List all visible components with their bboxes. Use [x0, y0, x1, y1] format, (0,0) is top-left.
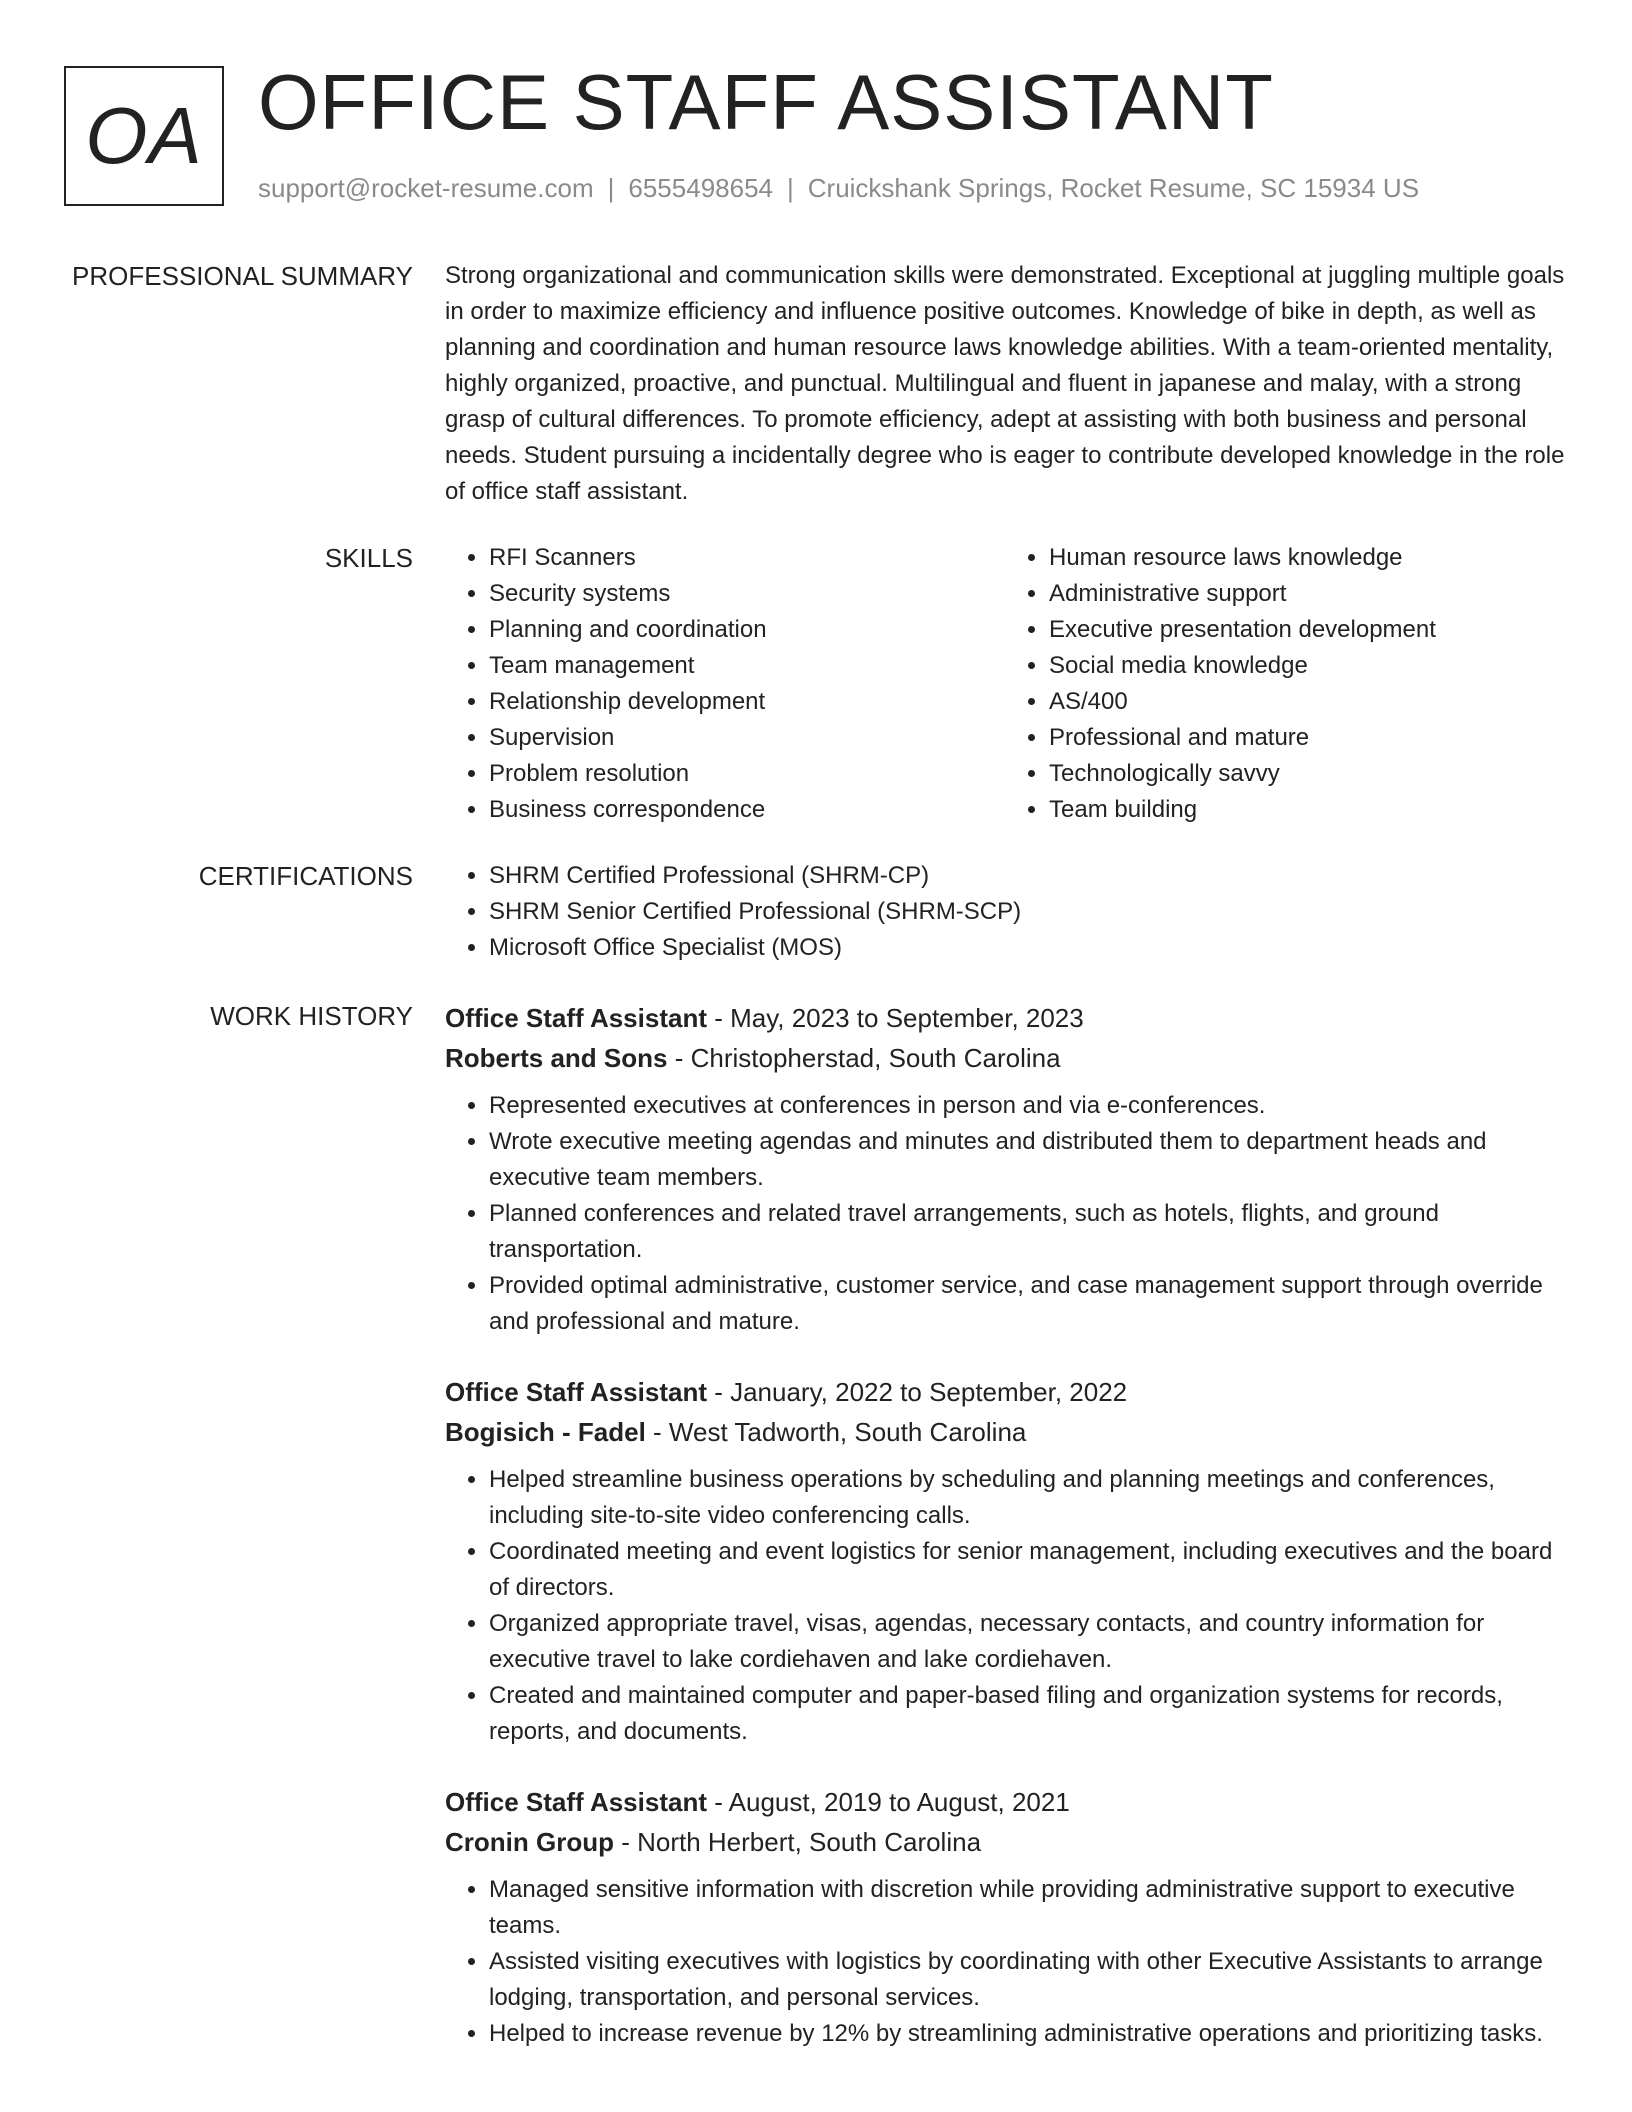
- certification-item: • SHRM Certified Professional (SHRM-CP): [489, 858, 1565, 894]
- job-title: Office Staff Assistant: [445, 1787, 707, 1817]
- work-history-body: [445, 998, 1565, 2084]
- job-duty: • Created and maintained computer and paper-based filing and organization systems for records, reports, and documents.: [489, 1678, 1565, 1750]
- skill-item: • Relationship development: [489, 684, 1005, 720]
- skills-list-left: [445, 540, 1005, 828]
- resume-title: OFFICE STAFF ASSISTANT: [258, 58, 1274, 146]
- job-location: - Christopherstad, South Carolina: [667, 1043, 1061, 1073]
- contact-address: Cruickshank Springs, Rocket Resume, SC 15934 US: [807, 173, 1420, 203]
- job-duties: [445, 1462, 1565, 1750]
- skills-label: SKILLS: [324, 543, 413, 573]
- job-company-line: [445, 1412, 1565, 1452]
- job-duty: • Managed sensitive information with discretion while providing administrative support to executive teams.: [489, 1872, 1565, 1944]
- certifications-body: [445, 858, 1565, 966]
- job-dates: - January, 2022 to September, 2022: [706, 1377, 1128, 1407]
- contact-separator: |: [607, 173, 615, 203]
- skill-item: • Planning and coordination: [489, 612, 1005, 648]
- skills-columns: [445, 540, 1565, 828]
- job-location: - North Herbert, South Carolina: [613, 1827, 982, 1857]
- certification-item: • SHRM Senior Certified Professional (SHRM-SCP): [489, 894, 1565, 930]
- skill-item: • Supervision: [489, 720, 1005, 756]
- job-dates: - May, 2023 to September, 2023: [706, 1003, 1084, 1033]
- skills-list-right: [1005, 540, 1565, 828]
- job-duty: • Helped streamline business operations by scheduling and planning meetings and conferences, including site-to-site video conferencing calls.: [489, 1462, 1565, 1534]
- job-duty: • Planned conferences and related travel arrangements, such as hotels, flights, and ground transportation.: [489, 1196, 1565, 1268]
- contact-phone[interactable]: 6555498654: [628, 173, 773, 203]
- skill-item: • Team management: [489, 648, 1005, 684]
- skill-item: • Executive presentation development: [1049, 612, 1565, 648]
- summary-body: [445, 258, 1565, 510]
- job-location: - West Tadworth, South Carolina: [645, 1417, 1027, 1447]
- job-company: Bogisich - Fadel: [445, 1417, 646, 1447]
- skill-item: • Security systems: [489, 576, 1005, 612]
- certification-item: • Microsoft Office Specialist (MOS): [489, 930, 1565, 966]
- skill-item: • AS/400: [1049, 684, 1565, 720]
- summary-text: Strong organizational and communication skills were demonstrated. Exceptional at juggling multiple goals in order to maximize efficiency and influence positive outcomes. Knowledge of bike in depth, as well as planning and coordination and human resource laws knowledge abilities. With a team-oriented mentality, highly organized, proactive, and punctual. Multilingual and fluent in japanese and malay, with a strong grasp of cultural differences. To promote efficiency, adept at assisting with both business and personal needs. Student pursuing a incidentally degree who is eager to contribute developed knowledge in the role of office staff assistant.: [445, 262, 1565, 505]
- job-title-line: [445, 1782, 1565, 1822]
- job-company-line: [445, 1038, 1565, 1078]
- job-entry: [445, 1372, 1565, 1750]
- job-company-line: [445, 1822, 1565, 1862]
- certifications-list: [445, 858, 1565, 966]
- job-title-line: [445, 1372, 1565, 1412]
- job-entry: [445, 1782, 1565, 2052]
- contact-separator: |: [787, 173, 794, 203]
- work-history-label: WORK HISTORY: [210, 1001, 413, 1031]
- job-company: Roberts and Sons: [445, 1043, 668, 1073]
- job-duty: • Organized appropriate travel, visas, agendas, necessary contacts, and country information for executive travel to lake cordiehaven and lake cordiehaven.: [489, 1606, 1565, 1678]
- skill-item: • Technologically savvy: [1049, 756, 1565, 792]
- job-company: Cronin Group: [445, 1827, 614, 1857]
- job-duty: • Coordinated meeting and event logistics for senior management, including executives and the board of directors.: [489, 1534, 1565, 1606]
- skill-item: • Business correspondence: [489, 792, 1005, 828]
- summary-label: PROFESSIONAL SUMMARY: [72, 261, 413, 291]
- job-title: Office Staff Assistant: [445, 1003, 707, 1033]
- monogram-box: [64, 66, 224, 206]
- job-duties: [445, 1088, 1565, 1340]
- monogram-initials: OA: [85, 91, 203, 180]
- job-duty: • Wrote executive meeting agendas and minutes and distributed them to department heads and executive team members.: [489, 1124, 1565, 1196]
- skill-item: • Administrative support: [1049, 576, 1565, 612]
- skill-item: • Problem resolution: [489, 756, 1005, 792]
- job-title: Office Staff Assistant: [445, 1377, 707, 1407]
- job-duty: • Represented executives at conferences in person and via e-conferences.: [489, 1088, 1565, 1124]
- job-title-line: [445, 998, 1565, 1038]
- job-duty: • Assisted visiting executives with logistics by coordinating with other Executive Assistants to arrange lodging, transportation, and personal services.: [489, 1944, 1565, 2016]
- skills-body: [445, 540, 1565, 828]
- job-dates: - August, 2019 to August, 2021: [706, 1787, 1070, 1817]
- skill-item: • Team building: [1049, 792, 1565, 828]
- job-duty: • Provided optimal administrative, customer service, and case management support through override and professional and mature.: [489, 1268, 1565, 1340]
- skill-item: • Social media knowledge: [1049, 648, 1565, 684]
- contact-email[interactable]: support@rocket-resume.com: [258, 173, 594, 203]
- job-duties: [445, 1872, 1565, 2052]
- certifications-label: CERTIFICATIONS: [198, 861, 413, 891]
- skill-item: • Professional and mature: [1049, 720, 1565, 756]
- contact-line: [258, 173, 1419, 204]
- skill-item: • RFI Scanners: [489, 540, 1005, 576]
- job-duty: • Helped to increase revenue by 12% by streamlining administrative operations and prioritizing tasks.: [489, 2016, 1565, 2052]
- job-entry: [445, 998, 1565, 1340]
- skill-item: • Human resource laws knowledge: [1049, 540, 1565, 576]
